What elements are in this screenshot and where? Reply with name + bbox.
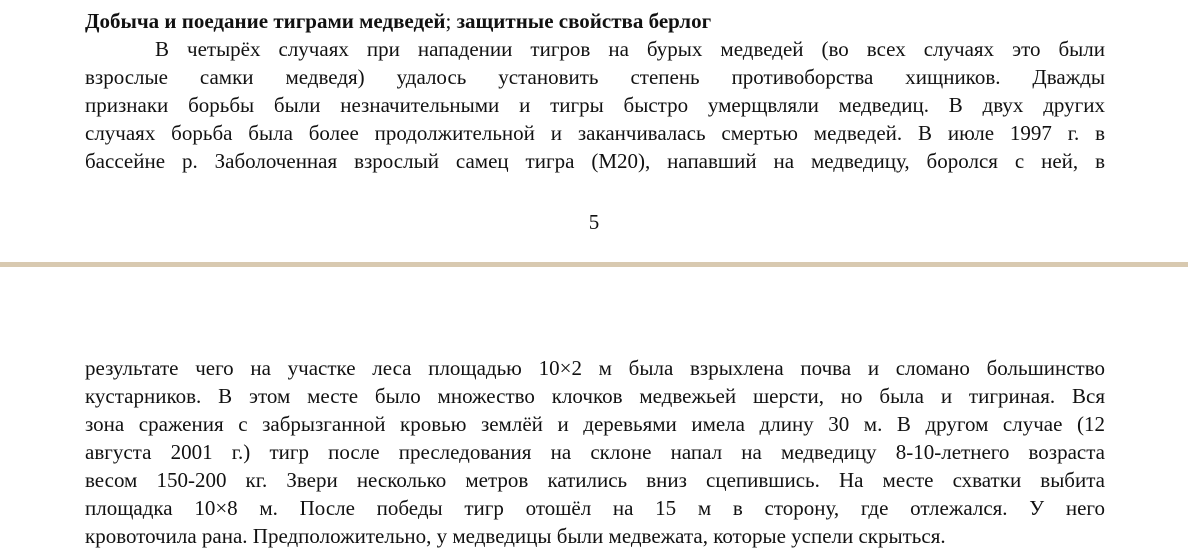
document-page-lower: [0, 267, 1188, 555]
paragraph-line: признаки борьбы были незначительными и тигры быстро умерщвляли медведиц. В двух других: [85, 93, 1105, 117]
paragraph-line: результате чего на участке леса площадью 10×2 м была взрыхлена почва и сломано большинство: [85, 356, 1105, 380]
paragraph-line: весом 150-200 кг. Звери несколько метров катились вниз сцепившись. На месте схватки выбита: [85, 468, 1105, 492]
section-heading-separator: ;: [445, 9, 452, 33]
paragraph-line: бассейне р. Заболоченная взрослый самец тигра (М20), напавший на медведицу, боролся с ней, в: [85, 149, 1105, 173]
paragraph-line: взрослые самки медведя) удалось установить степень противоборства хищников. Дважды: [85, 65, 1105, 89]
document-page-upper: [0, 0, 1188, 262]
paragraph-line: кустарников. В этом месте было множество клочков медвежьей шерсти, но была и тигриная. Вся: [85, 384, 1105, 408]
paragraph-line: августа 2001 г.) тигр после преследования на склоне напал на медведицу 8-10-летнего возраста: [85, 440, 1105, 464]
section-heading-part2: защитные свойства берлог: [451, 9, 712, 33]
section-heading-part1: Добыча и поедание тиграми медведей: [85, 9, 446, 33]
paragraph-line: случаях борьба была более продолжительной и заканчивалась смертью медведей. В июле 1997 г. в: [85, 121, 1105, 145]
section-heading: [85, 7, 1105, 35]
paragraph-line: площадка 10×8 м. После победы тигр отошёл на 15 м в сторону, где отлежался. У него: [85, 496, 1105, 520]
text-block-upper: [85, 7, 1105, 175]
paragraph-line: В четырёх случаях при нападении тигров на бурых медведей (во всех случаях это были: [155, 37, 1105, 61]
page-number: 5: [588, 210, 600, 234]
text-block-lower: [85, 354, 1105, 550]
paragraph-line: зона сражения с забрызганной кровью землёй и деревьями имела длину 30 м. В другом случае (12: [85, 412, 1105, 436]
paragraph-line: кровоточила рана. Предположительно, у медведицы были медвежата, которые успели скрыться.: [85, 524, 946, 548]
